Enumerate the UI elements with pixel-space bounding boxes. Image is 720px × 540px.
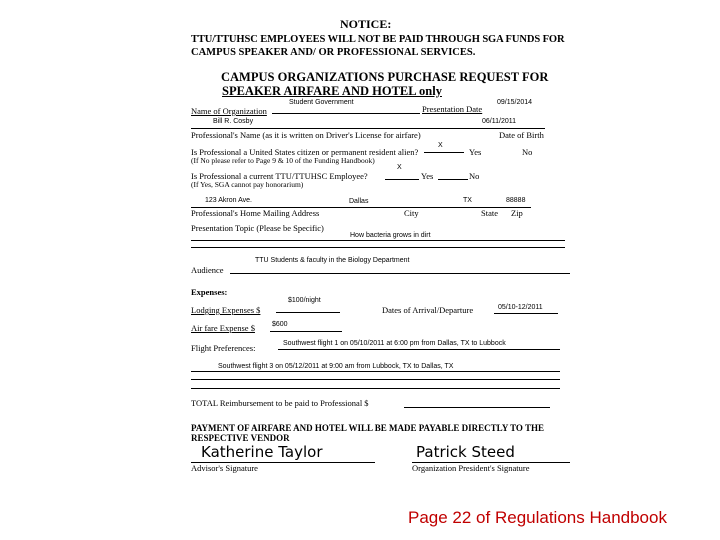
employee-note: (If Yes, SGA cannot pay honorarium)	[191, 180, 304, 189]
president-signature: Patrick Steed	[416, 443, 515, 461]
employee-yes-line	[385, 179, 419, 180]
city-value: Dallas	[349, 198, 369, 205]
flight-label: Flight Preferences:	[191, 343, 256, 353]
address-label: Professional's Home Mailing Address	[191, 208, 320, 218]
organization-line	[272, 113, 420, 114]
flight-line-4	[191, 388, 560, 389]
advisor-signature-label: Advisor's Signature	[191, 463, 258, 473]
airfare-value: $600	[272, 321, 288, 328]
citizen-no-label: No	[522, 147, 533, 157]
citizen-question: Is Professional a United States citizen or permanent resident alien?	[191, 147, 419, 157]
flight-value-1: Southwest flight 1 on 05/10/2011 at 6:00 pm from Dallas, TX to Lubbock	[283, 340, 506, 347]
advisor-signature: Katherine Taylor	[201, 443, 323, 461]
organization-value: Student Government	[289, 99, 354, 106]
payment-notice-line-2: RESPECTIVE VENDOR	[191, 433, 290, 443]
president-signature-label: Organization President's Signature	[412, 463, 530, 473]
lodging-line	[276, 312, 340, 313]
arrival-label: Dates of Arrival/Departure	[382, 305, 474, 315]
professional-name-value: Bill R. Cosby	[213, 118, 254, 125]
professional-name-line	[191, 128, 545, 129]
presentation-date-label: Presentation Date	[422, 104, 483, 114]
lodging-label: Lodging Expenses $	[191, 305, 261, 315]
topic-value: How bacteria grows in dirt	[350, 232, 431, 239]
audience-line	[230, 273, 570, 274]
topic-line-1	[191, 240, 565, 241]
flight-value-2: Southwest flight 3 on 05/12/2011 at 9:00 am from Lubbock, TX to Dallas, TX	[218, 363, 454, 370]
date-of-birth-label: Date of Birth	[499, 130, 544, 140]
state-label: State	[481, 208, 498, 218]
arrival-value: 05/10-12/2011	[498, 304, 543, 311]
notice-title: NOTICE:	[340, 17, 392, 31]
flight-line-2	[191, 371, 560, 372]
city-label: City	[404, 208, 419, 218]
form-heading: CAMPUS ORGANIZATIONS PURCHASE REQUEST FOR	[221, 70, 549, 84]
airfare-line	[270, 331, 342, 332]
notice-line-2: CAMPUS SPEAKER AND/ OR PROFESSIONAL SERVICES.	[191, 47, 476, 58]
employee-no-label: No	[469, 171, 480, 181]
topic-label: Presentation Topic (Please be Specific)	[191, 223, 324, 233]
flight-line-1	[278, 349, 560, 350]
employee-no-line	[438, 179, 468, 180]
employee-yes-label: Yes	[421, 171, 434, 181]
address-value: 123 Akron Ave.	[205, 197, 252, 204]
lodging-value: $100/night	[288, 297, 321, 304]
page-footer: Page 22 of Regulations Handbook	[408, 508, 667, 527]
citizen-note: (If No please refer to Page 9 & 10 of the Funding Handbook)	[191, 156, 375, 165]
state-value: TX	[463, 197, 472, 204]
professional-name-label: Professional's Name (as it is written on Driver's License for airfare)	[191, 130, 421, 140]
audience-value: TTU Students & faculty in the Biology Department	[255, 257, 410, 264]
citizen-mark: X	[438, 142, 443, 149]
citizen-answer-line	[424, 152, 464, 153]
employee-question: Is Professional a current TTU/TTUHSC Employee?	[191, 171, 368, 181]
airfare-label: Air fare Expense $	[191, 323, 255, 333]
payment-notice-line-1: PAYMENT OF AIRFARE AND HOTEL WILL BE MADE PAYABLE DIRECTLY TO THE	[191, 423, 545, 433]
flight-line-3	[191, 379, 560, 380]
employee-mark: X	[397, 164, 402, 171]
audience-label: Audience	[191, 265, 224, 275]
total-line	[404, 407, 550, 408]
notice-line-1: TTU/TTUHSC EMPLOYEES WILL NOT BE PAID THROUGH SGA FUNDS FOR	[191, 34, 565, 45]
citizen-yes-label: Yes	[469, 147, 482, 157]
total-label: TOTAL Reimbursement to be paid to Professional $	[191, 398, 369, 408]
zip-value: 88888	[506, 197, 526, 204]
presentation-date-value: 09/15/2014	[497, 99, 533, 106]
topic-line-2	[191, 247, 565, 248]
form-subheading: SPEAKER AIRFARE AND HOTEL only	[222, 84, 442, 98]
arrival-line	[494, 313, 558, 314]
organization-label: Name of Organization	[191, 106, 267, 116]
zip-label: Zip	[511, 208, 523, 218]
expenses-label: Expenses:	[191, 287, 228, 297]
date-of-birth-value: 06/11/2011	[482, 118, 516, 125]
